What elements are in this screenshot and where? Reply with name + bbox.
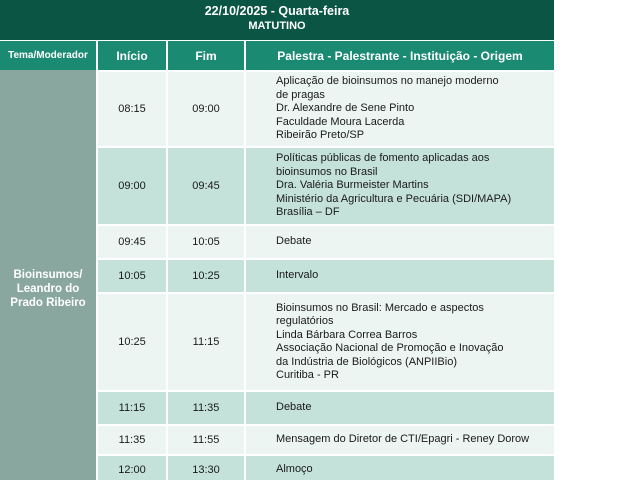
period-heading: MATUTINO — [248, 20, 306, 32]
description-line: Mensagem do Diretor de CTI/Epagri - Reney Dorow — [276, 433, 530, 446]
column-header-inicio: Início — [98, 40, 168, 70]
description-line: Associação Nacional de Promoção e Inovação — [276, 342, 504, 354]
end-time: 10:25 — [168, 260, 246, 292]
start-time: 10:25 — [98, 294, 168, 390]
description-line: Intervalo — [276, 269, 319, 282]
description-line: Debate — [276, 235, 312, 248]
description-line: Faculdade Moura Lacerda — [276, 115, 405, 128]
description-line: Almoço — [276, 463, 313, 476]
session-description — [246, 148, 554, 224]
end-time: 11:35 — [168, 392, 246, 424]
description-line: Ministério da Agricultura e Pecuária (SDI/MAPA) — [276, 192, 512, 205]
start-time: 09:45 — [98, 226, 168, 258]
session-description — [246, 456, 554, 480]
table-row — [98, 424, 554, 454]
session-description — [246, 260, 554, 292]
table-row — [98, 258, 554, 292]
description-line: Políticas públicas de fomento aplicadas aos — [276, 152, 490, 165]
description-line: Ribeirão Preto/SP — [276, 129, 365, 142]
tema-moderador-cell — [0, 70, 98, 480]
start-time: 11:15 — [98, 392, 168, 424]
table-row — [98, 292, 554, 390]
table-row — [98, 454, 554, 480]
description-line: da Indústria de Biológicos (ANPIIBio) — [276, 355, 457, 368]
session-description — [246, 426, 554, 454]
title-bar — [0, 0, 554, 40]
description-line: Brasília – DF — [276, 206, 340, 219]
description-line: Dra. Valéria Burmeister Martins — [276, 179, 429, 192]
table-row — [98, 146, 554, 224]
column-header-palestra: Palestra - Palestrante - Instituição - Origem — [246, 40, 554, 70]
description-line: Bioinsumos no Brasil: Mercado e aspectos — [276, 301, 484, 314]
end-time: 11:55 — [168, 426, 246, 454]
description-line: Dr. Alexandre de Sene Pinto — [276, 102, 415, 115]
table-row — [98, 70, 554, 146]
column-header-fim: Fim — [168, 40, 246, 70]
description-line: regulatórios — [276, 315, 334, 327]
end-time: 10:05 — [168, 226, 246, 258]
start-time: 09:00 — [98, 148, 168, 224]
session-description — [246, 294, 554, 390]
description-line: de pragas — [276, 88, 325, 101]
start-time: 12:00 — [98, 456, 168, 480]
table-row — [98, 224, 554, 258]
session-description — [246, 392, 554, 424]
end-time: 13:30 — [168, 456, 246, 480]
table-row — [98, 390, 554, 424]
start-time: 10:05 — [98, 260, 168, 292]
start-time: 11:35 — [98, 426, 168, 454]
date-heading: 22/10/2025 - Quarta-feira — [204, 4, 350, 18]
end-time: 09:00 — [168, 72, 246, 146]
description-line: Curitiba - PR — [276, 369, 339, 381]
column-header-tema: Tema/Moderador — [0, 40, 98, 70]
session-description — [246, 226, 554, 258]
end-time: 11:15 — [168, 294, 246, 390]
description-line: bioinsumos no Brasil — [276, 165, 378, 178]
session-description — [246, 72, 554, 146]
end-time: 09:45 — [168, 148, 246, 224]
description-line: Aplicação de bioinsumos no manejo moderno — [276, 75, 499, 88]
description-line: Linda Bárbara Correa Barros — [276, 328, 418, 341]
start-time: 08:15 — [98, 72, 168, 146]
description-line: Debate — [276, 401, 312, 414]
tema-moderador-text: Bioinsumos/ Leandro do Prado Ribeiro — [10, 269, 86, 309]
